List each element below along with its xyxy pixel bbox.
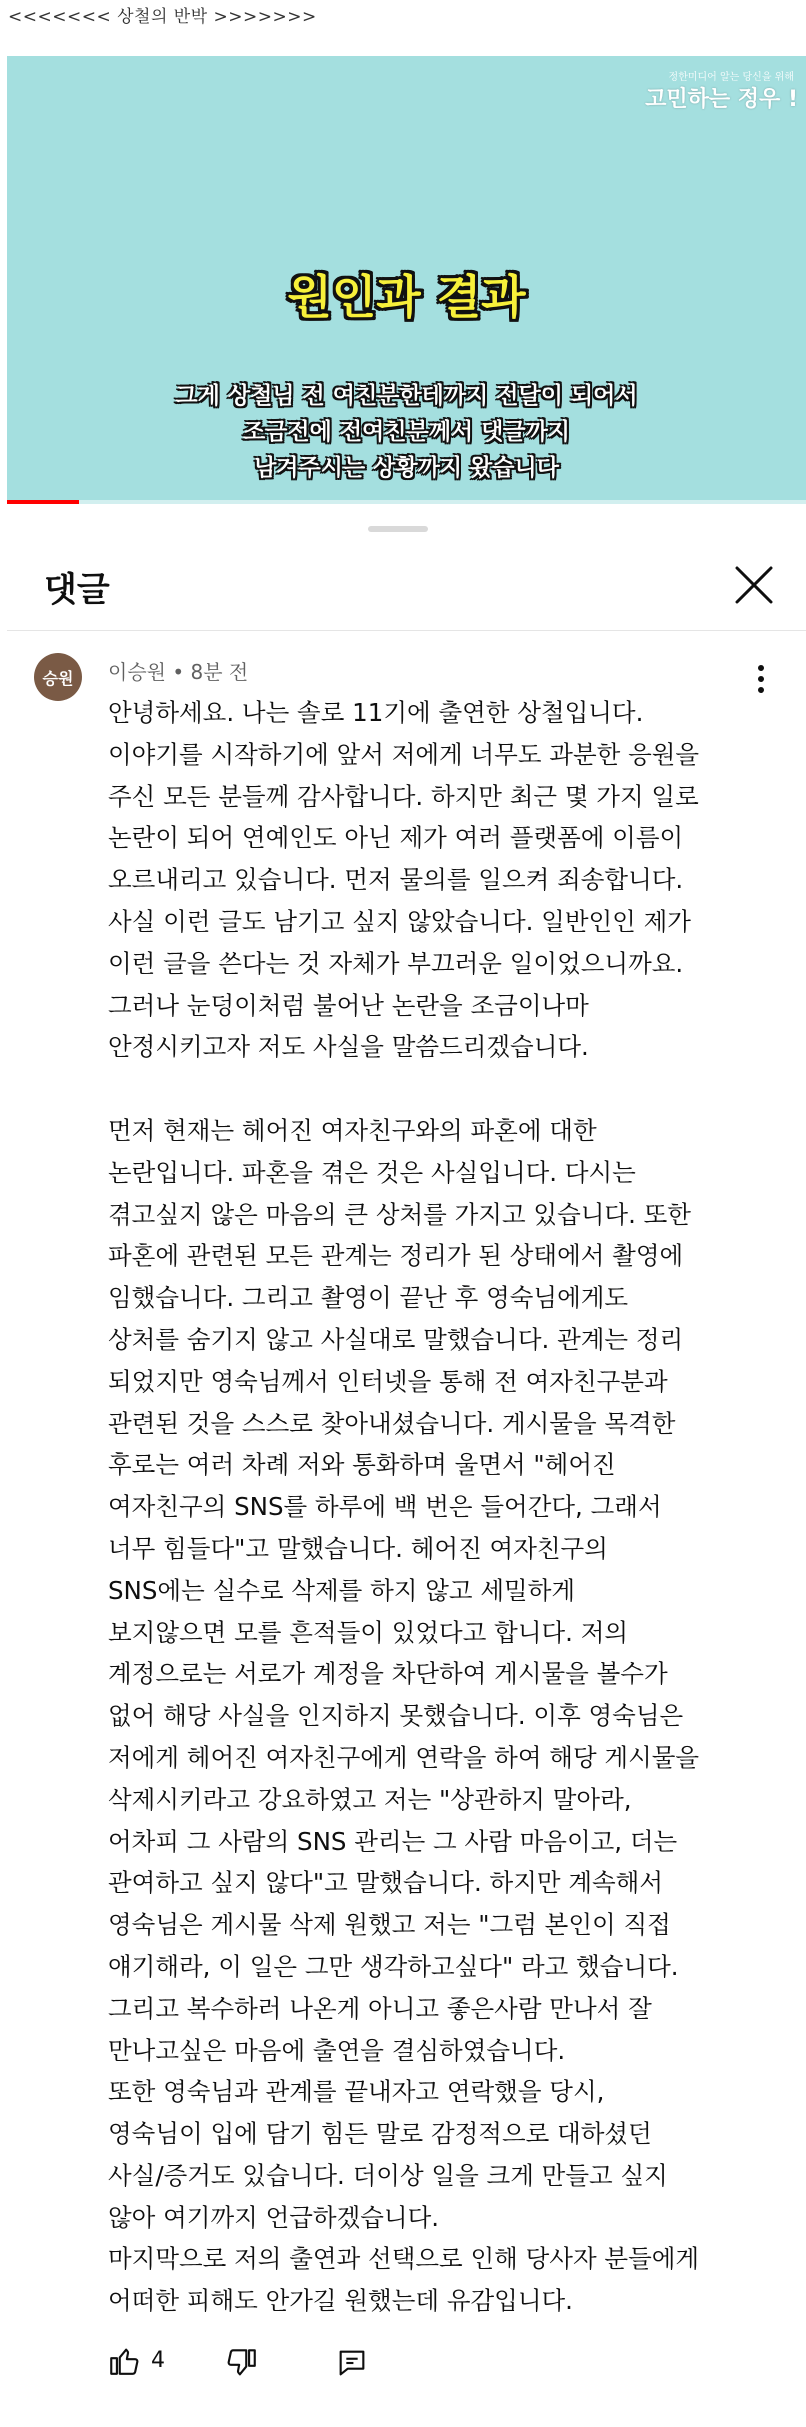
drag-handle[interactable] — [368, 526, 428, 532]
video-progress-bar[interactable] — [7, 500, 806, 504]
video-subtitle — [7, 378, 806, 486]
post-title: <<<<<<< 상철의 반박 >>>>>>> — [8, 7, 317, 27]
close-button[interactable] — [729, 560, 779, 610]
subtitle-line: 남겨주시는 상황까지 왔습니다 — [254, 455, 559, 481]
reply-icon — [335, 2346, 369, 2380]
video-progress-fill — [7, 500, 79, 504]
dislike-button[interactable] — [225, 2346, 259, 2380]
more-options-button[interactable] — [751, 662, 771, 696]
reply-button[interactable] — [335, 2346, 369, 2380]
divider — [7, 630, 806, 631]
close-icon — [729, 560, 779, 610]
more-vertical-icon — [751, 662, 771, 696]
subtitle-line: 조금전에 전여친분께서 댓글까지 — [242, 419, 571, 445]
thumbs-down-icon — [225, 2346, 259, 2380]
subtitle-line: 그게 상철님 전 여친분한테까지 전달이 되어서 — [175, 383, 638, 409]
comment-text: 안녕하세요. 나는 솔로 11기에 출연한 상철입니다. 이야기를 시작하기에 앞서 저에게 너무도 과분한 응원을 주신 모든 분들께 감사합니다. 하지만 최근 몇 가지 일로 논란이 되어 연예인도 아닌 제가 여러 플랫폼에 이름이 오르내리고 있습니다. 먼저 물의를 일으켜 죄송합니다. 사실 이런 글도 남기고 싶지 않았습니다. 일반인인 제가 이런 글을 쓴다는 것 자체가 부끄러운 일이었으니까요. 그러나 눈덩이처럼 불어난 논란을 조금이나마 안정시키고자 저도 사실을 말씀드리겠습니다. 먼저 현재는 헤어진 여자친구와의 파혼에 대한 논란입니다. 파혼을 겪은 것은 사실입니다. 다시는 겪고싶지 않은 마음의 큰 상처를 가지고 있습니다. 또한 파혼에 관련된 모든 관계는 정리가 된 상태에서 촬영에 임했습니다. 그리고 촬영이 끝난 후 영숙님에게도 상처를 숨기지 않고 사실대로 말했습니다. 관계는 정리 되었지만 영숙님께서 인터넷을 통해 전 여자친구분과 관련된 것을 스스로 찾아내셨습니다. 게시물을 목격한 후로는 여러 차례 저와 통화하며 울면서 "헤어진 여자친구의 SNS를 하루에 백 번은 들어간다, 그래서 너무 힘들다"고 말했습니다. 헤어진 여자친구의 SNS에는 실수로 삭제를 하지 않고 세밀하게 보지않으면 모를 흔적들이 있었다고 합니다. 저의 계정으로는 서로가 계정을 차단하여 게시물을 볼수가 없어 해당 사실을 인지하지 못했습니다. 이후 영숙님은 저에게 헤어진 여자친구에게 연락을 하여 해당 게시물을 삭제시키라고 강요하였고 저는 "상관하지 말아라, 어차피 그 사람의 SNS 관리는 그 사람 마음이고, 더는 관여하고 싶지 않다"고 말했습니다. 하지만 계속해서 영숙님은 게시물 삭제 원했고 저는 "그럼 본인이 직접 얘기해라, 이 일은 그만 생각하고싶다" 라고 했습니다. 그리고 복수하러 나온게 아니고 좋은사람 만나서 잘 만나고싶은 마음에 출연을 결심하였습니다. 또한 영숙님과 관계를 끝내자고 연락했을 당시, 영숙님이 입에 담기 힘든 말로 감정적으로 대하셨던 사실/증거도 있습니다. 더이상 일을 크게 만들고 싶지 않아 여기까지 언급하겠습니다. 마지막으로 저의 출연과 선택으로 인해 당사자 분들에게 어떠한 피해도 안가길 원했는데 유감입니다. — [108, 698, 700, 2316]
channel-name: 고민하는 정우 ! — [645, 87, 798, 112]
thumbs-up-icon — [107, 2344, 141, 2378]
avatar[interactable]: 승원 — [34, 653, 82, 701]
comments-title: 댓글 — [44, 570, 110, 610]
comments-sheet — [7, 506, 806, 2427]
post-header — [0, 0, 806, 56]
like-button[interactable] — [107, 2344, 141, 2378]
comment-meta: 이승원 • 8분 전 — [108, 660, 249, 684]
video-headline: 원인과 결과 — [287, 270, 526, 324]
video-player[interactable] — [7, 56, 806, 504]
channel-subtitle: 정한미디어 알는 당신을 위해 — [668, 72, 794, 83]
like-count: 4 — [151, 2348, 165, 2373]
